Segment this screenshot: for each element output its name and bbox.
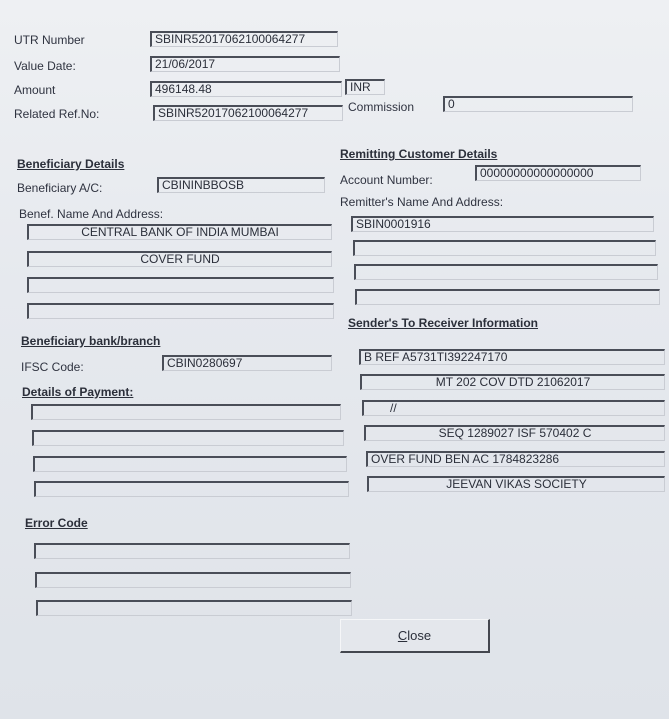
account-number-label: Account Number: [340,173,433,187]
sender-info-line[interactable]: B REF A5731TI392247170 [359,349,665,365]
sender-info-line[interactable]: // [362,400,665,416]
benef-name-label: Benef. Name And Address: [19,207,164,221]
value-date-label: Value Date: [14,59,76,73]
payment-detail-line[interactable] [33,456,347,472]
benef-address-line[interactable] [27,277,334,293]
commission-field[interactable]: 0 [443,96,633,112]
close-button[interactable] [340,619,490,653]
beneficiary-ac-field[interactable]: CBININBBOSB [157,177,325,193]
remitter-address-line[interactable] [355,289,660,305]
commission-label: Commission [348,100,415,114]
details-of-payment-heading: Details of Payment: [22,385,134,399]
error-code-line[interactable] [36,600,352,616]
sender-info-line[interactable]: OVER FUND BEN AC 1784823286 [366,451,665,467]
close-accelerator: C [397,628,408,643]
currency-field[interactable]: INR [345,79,385,95]
sender-info-line[interactable]: MT 202 COV DTD 21062017 [360,374,665,390]
beneficiary-ac-label: Beneficiary A/C: [17,181,103,195]
amount-field[interactable]: 496148.48 [150,81,342,97]
amount-label: Amount [14,83,56,97]
ifsc-label: IFSC Code: [21,360,84,374]
benef-address-line[interactable]: COVER FUND [27,251,332,267]
related-ref-field[interactable]: SBINR52017062100064277 [153,105,343,121]
ifsc-field[interactable]: CBIN0280697 [162,355,332,371]
payment-detail-line[interactable] [31,404,341,420]
account-number-field[interactable]: 00000000000000000 [475,165,641,181]
remitter-address-line[interactable]: SBIN0001916 [351,216,654,232]
sender-info-line[interactable]: JEEVAN VIKAS SOCIETY [367,476,665,492]
beneficiary-details-heading: Beneficiary Details [17,157,125,171]
sender-receiver-info-heading: Sender's To Receiver Information [348,316,539,330]
payment-detail-line[interactable] [34,481,349,497]
error-code-line[interactable] [34,543,350,559]
close-label-rest: lose [407,628,432,643]
remitter-name-label: Remitter's Name And Address: [340,195,504,209]
beneficiary-bank-heading: Beneficiary bank/branch [21,334,161,348]
remitter-address-line[interactable] [353,240,656,256]
utr-label: UTR Number [14,33,85,47]
value-date-field[interactable]: 21/06/2017 [150,56,340,72]
related-ref-label: Related Ref.No: [14,107,100,121]
payment-detail-line[interactable] [32,430,344,446]
error-code-heading: Error Code [25,516,88,530]
utr-field[interactable]: SBINR52017062100064277 [150,31,338,47]
remitting-customer-heading: Remitting Customer Details [340,147,498,161]
remitter-address-line[interactable] [354,264,658,280]
benef-address-line[interactable]: CENTRAL BANK OF INDIA MUMBAI [27,224,332,240]
sender-info-line[interactable]: SEQ 1289027 ISF 570402 C [364,425,665,441]
error-code-line[interactable] [35,572,351,588]
benef-address-line[interactable] [27,303,334,319]
